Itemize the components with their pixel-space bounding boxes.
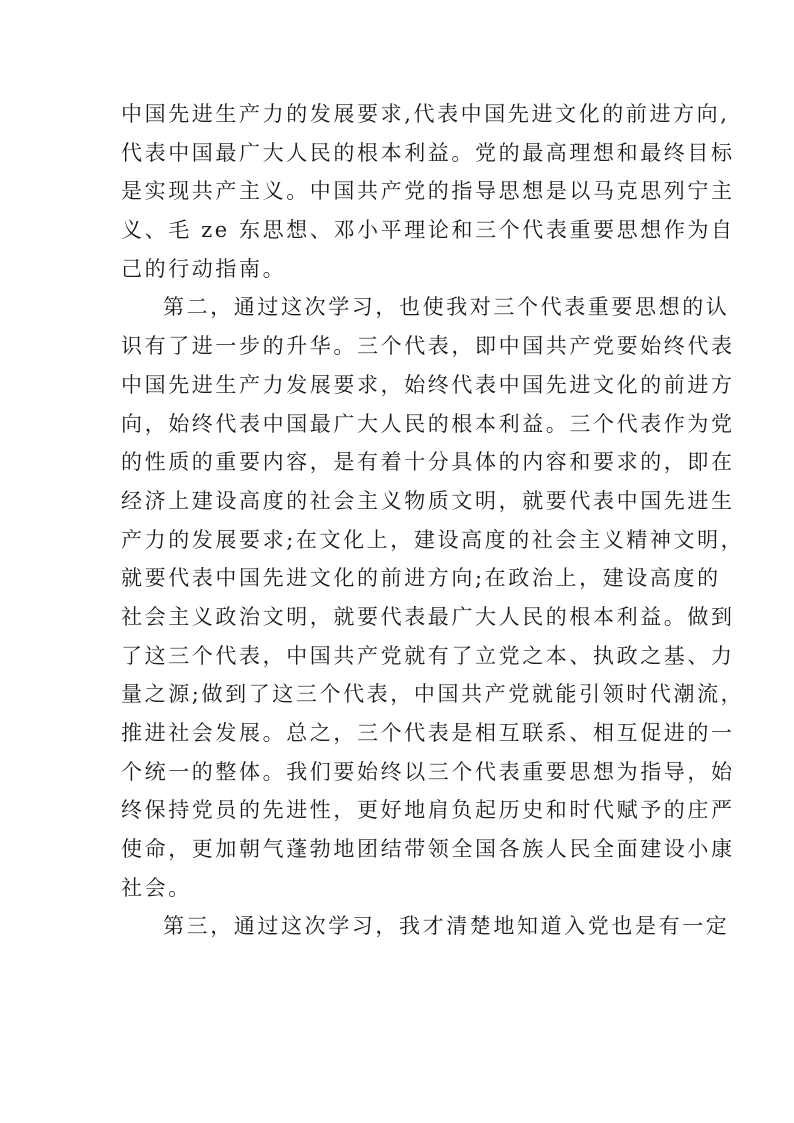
- text-line: 代表中国最广大人民的根本利益。党的最高理想和最终目标: [121, 140, 735, 165]
- text-line: 中国先进生产力的发展要求,代表中国先进文化的前进方向,: [121, 102, 730, 126]
- text-line: 使命，更加朝气蓬勃地团结带领全国各族人民全面建设小康: [121, 837, 735, 862]
- paragraph-start-line: 第三，通过这次学习，我才清楚地知道入党也是有一定: [163, 914, 730, 939]
- text-line: 是实现共产主义。中国共产党的指导思想是以马克思列宁主: [121, 179, 735, 204]
- document-body: [121, 95, 745, 946]
- text-line: 个统一的整体。我们要始终以三个代表重要思想为指导，始: [121, 759, 735, 784]
- text-line: 社会主义政治文明，就要代表最广大人民的根本利益。做到: [121, 604, 735, 629]
- text-line: 识有了进一步的升华。三个代表，即中国共产党要始终代表: [121, 334, 735, 359]
- text-line: 经济上建设高度的社会主义物质文明，就要代表中国先进生: [121, 488, 735, 513]
- text-line: 的性质的重要内容，是有着十分具体的内容和要求的，即在: [121, 450, 735, 475]
- text-line: 推进社会发展。总之，三个代表是相互联系、相互促进的一: [121, 721, 735, 745]
- text-line: 己的行动指南。: [121, 256, 287, 281]
- text-line: 产力的发展要求;在文化上，建设高度的社会主义精神文明，: [121, 527, 745, 552]
- text-line: 就要代表中国先进文化的前进方向;在政治上，建设高度的: [121, 566, 721, 591]
- text-line: 社会。: [121, 875, 192, 900]
- text-line: 中国先进生产力发展要求，始终代表中国先进文化的前进方: [121, 372, 735, 397]
- text-line: 义、毛 ze 东思想、邓小平理论和三个代表重要思想作为自: [121, 218, 735, 243]
- text-line: 量之源;做到了这三个代表，中国共产党就能引领时代潮流，: [121, 682, 745, 707]
- text-line: 终保持党员的先进性，更好地肩负起历史和时代赋予的庄严: [121, 798, 735, 823]
- text-line: 向，始终代表中国最广大人民的根本利益。三个代表作为党: [121, 411, 735, 436]
- paragraph-start-line: 第二，通过这次学习，也使我对三个代表重要思想的认: [163, 295, 730, 320]
- text-line: 了这三个代表，中国共产党就有了立党之本、执政之基、力: [121, 643, 735, 668]
